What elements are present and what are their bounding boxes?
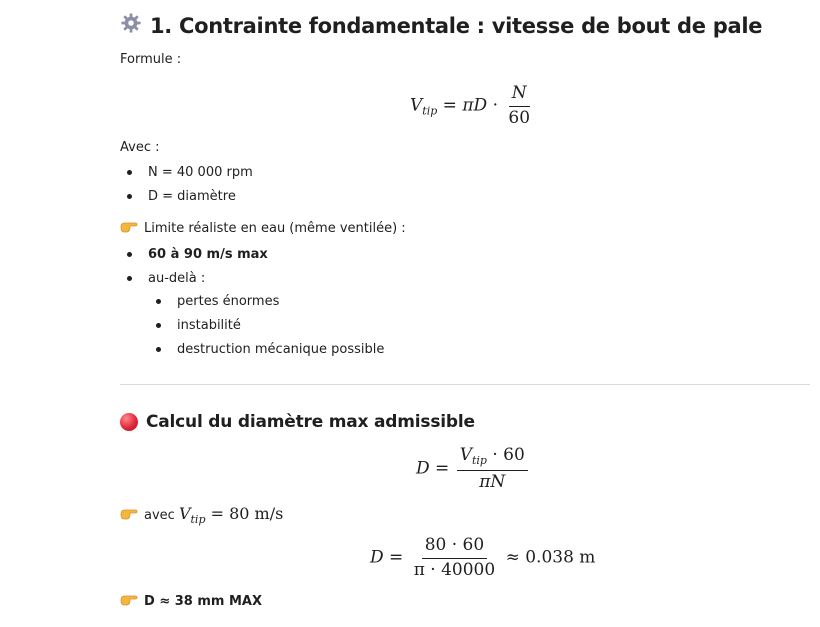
vtip-value: $V_{tip} = 80$ m/s: [178, 504, 284, 526]
limit-note: Limite réaliste en eau (même ventilée) :: [120, 220, 406, 236]
beyond-sublist: [177, 290, 384, 362]
avec-label: Avec :: [120, 140, 160, 155]
section1-heading: [120, 12, 762, 39]
sublist-item: pertes énormes: [177, 290, 384, 314]
tip-speed-formula: $V_{tip} = \pi D$ · $\frac{N}{60}$: [410, 84, 535, 128]
avec-list: [148, 161, 253, 209]
list-item: N = 40 000 rpm: [148, 161, 253, 185]
section2-title: Calcul du diamètre max admissible: [146, 412, 475, 432]
avec-vtip-note: avec $V_{tip} = 80$ m/s: [120, 504, 283, 526]
formula-label: Formule :: [120, 52, 182, 67]
pointing-hand-icon: [120, 507, 138, 521]
diameter-calculation: D = $\frac{80 \cdot 60}{\pi \cdot 40000}$ ≈ 0.038 m: [370, 535, 596, 580]
list-item-bold: 60 à 90 m/s max: [148, 243, 268, 267]
conclusion-note: D ≈ 38 mm MAX: [120, 593, 262, 609]
formula-fraction: $\frac{N}{60}$: [508, 83, 531, 128]
gear-icon: [120, 12, 142, 39]
sublist-item: instabilité: [177, 314, 384, 338]
section-divider: [120, 384, 810, 385]
limit-list: [148, 243, 268, 291]
diameter-fraction: $\frac{V_{tip} \cdot 60}{\pi N}$: [457, 446, 528, 492]
red-circle-icon: [120, 413, 138, 431]
list-item: au-delà :: [148, 267, 268, 291]
pointing-hand-icon: [120, 220, 138, 234]
section2-heading: [120, 412, 475, 432]
sublist-item: destruction mécanique possible: [177, 338, 384, 362]
pointing-hand-icon: [120, 593, 138, 607]
section1-title: 1. Contrainte fondamentale : vitesse de bout de pale: [150, 13, 763, 38]
list-item: D = diamètre: [148, 185, 253, 209]
calc-fraction: $\frac{80 \cdot 60}{\pi \cdot 40000}$: [413, 535, 496, 580]
diameter-formula: D = $\frac{V_{tip} \cdot 60}{\pi N}$: [416, 446, 530, 492]
